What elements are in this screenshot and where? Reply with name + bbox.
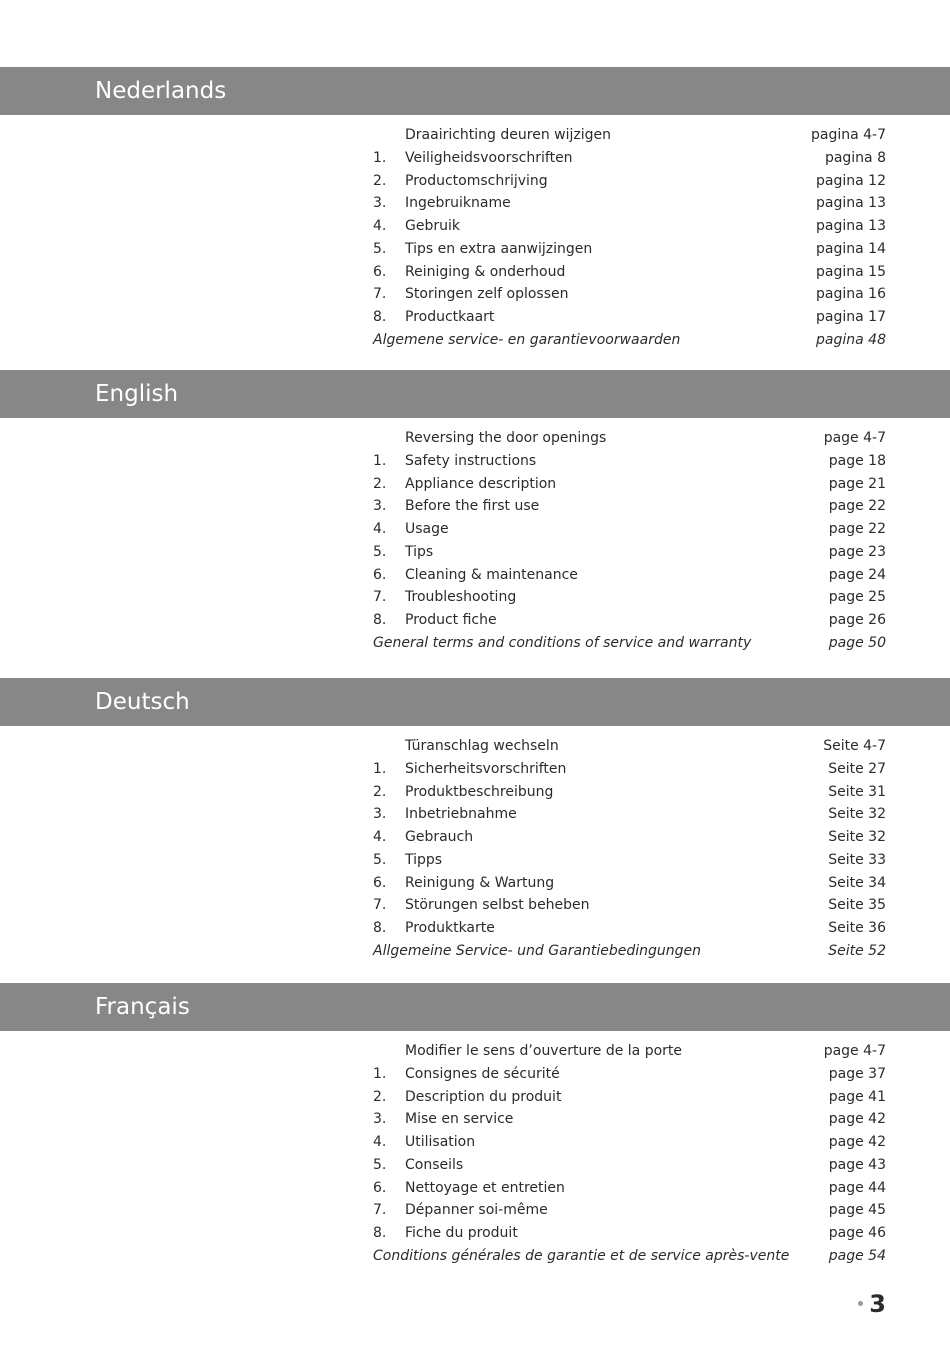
toc-entry-title: General terms and conditions of service and warranty xyxy=(373,634,752,651)
toc-entry-page: Seite 34 xyxy=(828,874,886,891)
section-heading: English xyxy=(0,370,950,418)
toc-entry-page: page 21 xyxy=(828,475,886,492)
toc-entry-number: 6. xyxy=(373,263,387,280)
toc-entry-title: Störungen selbst beheben xyxy=(405,897,590,914)
toc-entry-title: Description du produit xyxy=(405,1088,562,1105)
toc-entry-page: Seite 32 xyxy=(828,806,886,823)
toc-entry-title: Safety instructions xyxy=(405,452,537,469)
toc-entry-page: page 24 xyxy=(828,566,886,583)
toc-entry-title: Product fiche xyxy=(405,612,497,628)
toc-entry-title: Tips en extra aanwijzingen xyxy=(405,240,593,257)
toc-entry-number: 2. xyxy=(373,783,387,800)
toc-entry-page: page 43 xyxy=(828,1156,886,1173)
toc-entry-number: 7. xyxy=(373,1202,387,1219)
toc-entry xyxy=(373,450,886,473)
toc-entry-number: 6. xyxy=(373,874,387,891)
toc-entry xyxy=(373,261,886,284)
toc-entry-page: pagina 13 xyxy=(816,195,886,212)
toc-entry-number: 6. xyxy=(373,566,387,583)
toc-entry xyxy=(373,917,886,940)
toc-entry xyxy=(373,894,886,917)
bullet-dot-icon xyxy=(858,1301,863,1306)
toc-entry-page: Seite 32 xyxy=(828,829,886,845)
toc-entry-title: Tipps xyxy=(405,851,443,868)
toc-entry-page: Seite 27 xyxy=(828,760,886,777)
toc-entry-page: page 45 xyxy=(828,1202,886,1219)
toc-entry-title: Nettoyage et entretien xyxy=(405,1179,565,1196)
toc-entry-title: Tips xyxy=(405,543,434,560)
toc-entry-page: pagina 16 xyxy=(816,286,886,303)
toc-entry-page: pagina 17 xyxy=(816,309,886,325)
toc-entry-number: 4. xyxy=(373,218,387,234)
toc-entry-number: 5. xyxy=(373,543,387,560)
toc-entry-number: 3. xyxy=(373,1111,387,1128)
toc-list xyxy=(373,427,886,655)
toc-entry xyxy=(373,495,886,518)
toc-entry xyxy=(373,329,886,352)
section-heading: Nederlands xyxy=(0,67,950,115)
toc-entry-number: 2. xyxy=(373,172,387,189)
toc-entry-title: Inbetriebnahme xyxy=(405,806,517,823)
toc-entry-page: page 22 xyxy=(828,498,886,515)
toc-entry xyxy=(373,1040,886,1063)
toc-entry-number: 1. xyxy=(373,1065,387,1082)
toc-entry xyxy=(373,803,886,826)
toc-list xyxy=(373,124,886,352)
toc-entry xyxy=(373,1108,886,1131)
toc-entry-title: Appliance description xyxy=(405,475,557,492)
toc-entry xyxy=(373,849,886,872)
toc-section xyxy=(0,983,950,1264)
toc-entry-title: Productkaart xyxy=(405,309,495,325)
toc-entry-page: Seite 33 xyxy=(828,851,886,868)
toc-entry-title: Algemene service- en garantievoorwaarden xyxy=(373,331,681,348)
toc-entry-number: 1. xyxy=(373,760,387,777)
toc-entry-title: Gebrauch xyxy=(405,829,474,845)
toc-entry xyxy=(373,1131,886,1154)
toc-entry-page: Seite 4-7 xyxy=(823,738,886,754)
toc-entry-page: pagina 14 xyxy=(816,240,886,257)
toc-entry-title: Produktkarte xyxy=(405,920,495,936)
toc-entry-number: 8. xyxy=(373,309,387,325)
toc-entry-page: page 22 xyxy=(828,521,886,537)
toc-entry-page: page 42 xyxy=(828,1134,886,1150)
toc-entry xyxy=(373,518,886,541)
toc-entry-number: 3. xyxy=(373,498,387,515)
toc-entry-number: 7. xyxy=(373,286,387,303)
toc-entry-number: 1. xyxy=(373,452,387,469)
toc-entry xyxy=(373,238,886,261)
toc-entry-title: Reversing the door openings xyxy=(405,430,607,446)
toc-entry-page: page 18 xyxy=(828,452,886,469)
toc-entry-number: 8. xyxy=(373,612,387,628)
toc-entry xyxy=(373,1154,886,1177)
toc-section xyxy=(0,370,950,651)
toc-entry xyxy=(373,735,886,758)
toc-entry-number: 3. xyxy=(373,806,387,823)
toc-entry-number: 8. xyxy=(373,920,387,936)
toc-entry-number: 5. xyxy=(373,240,387,257)
toc-entry xyxy=(373,564,886,587)
toc-entry-number: 7. xyxy=(373,897,387,914)
toc-entry xyxy=(373,758,886,781)
toc-entry-title: Cleaning & maintenance xyxy=(405,566,578,583)
toc-entry-number: 4. xyxy=(373,829,387,845)
toc-entry xyxy=(373,1063,886,1086)
page-number xyxy=(858,1290,886,1318)
toc-entry-number: 5. xyxy=(373,1156,387,1173)
toc-entry-number: 1. xyxy=(373,149,387,166)
toc-entry xyxy=(373,1245,886,1268)
toc-entry xyxy=(373,1199,886,1222)
toc-entry-number: 3. xyxy=(373,195,387,212)
toc-entry-title: Allgemeine Service- und Garantiebedingungen xyxy=(373,942,702,959)
toc-section xyxy=(0,678,950,959)
toc-entry xyxy=(373,124,886,147)
toc-entry-number: 4. xyxy=(373,1134,387,1150)
toc-entry-number: 2. xyxy=(373,1088,387,1105)
toc-section xyxy=(0,67,950,348)
toc-entry-page: pagina 8 xyxy=(824,149,886,166)
toc-entry-title: Utilisation xyxy=(405,1134,476,1150)
toc-list xyxy=(373,1040,886,1268)
toc-entry-page: pagina 12 xyxy=(816,172,886,189)
toc-entry-title: Mise en service xyxy=(405,1111,514,1128)
toc-entry-page: page 46 xyxy=(828,1225,886,1241)
toc-entry-title: Conseils xyxy=(405,1156,464,1173)
page-number-value: 3 xyxy=(869,1290,886,1318)
section-heading: Français xyxy=(0,983,950,1031)
toc-entry xyxy=(373,170,886,193)
toc-entry-number: 4. xyxy=(373,521,387,537)
toc-entry-page: Seite 52 xyxy=(828,942,886,959)
toc-entry xyxy=(373,541,886,564)
toc-entry-number: 7. xyxy=(373,589,387,606)
toc-entry-title: Produktbeschreibung xyxy=(405,783,554,800)
toc-entry xyxy=(373,872,886,895)
toc-entry xyxy=(373,1177,886,1200)
toc-entry-number: 2. xyxy=(373,475,387,492)
toc-entry-title: Conditions générales de garantie et de service après-vente xyxy=(373,1247,790,1264)
toc-entry-title: Productomschrijving xyxy=(405,172,548,189)
toc-entry-title: Consignes de sécurité xyxy=(405,1065,560,1082)
toc-entry-title: Reinigung & Wartung xyxy=(405,874,555,891)
toc-entry-title: Reiniging & onderhoud xyxy=(405,263,566,280)
toc-entry-page: pagina 15 xyxy=(816,263,886,280)
toc-entry xyxy=(373,1222,886,1245)
toc-entry xyxy=(373,473,886,496)
toc-entry-number: 5. xyxy=(373,851,387,868)
toc-entry-page: Seite 31 xyxy=(828,783,886,800)
toc-entry-page: page 54 xyxy=(828,1247,886,1264)
toc-entry-page: page 23 xyxy=(828,543,886,560)
toc-entry-page: page 37 xyxy=(828,1065,886,1082)
toc-entry-page: page 44 xyxy=(828,1179,886,1196)
toc-entry-title: Ingebruikname xyxy=(405,195,511,212)
toc-entry xyxy=(373,1086,886,1109)
toc-entry-title: Troubleshooting xyxy=(405,589,517,606)
toc-entry-page: page 26 xyxy=(828,612,886,628)
toc-entry-title: Dépanner soi-même xyxy=(405,1202,548,1219)
toc-entry-page: pagina 4-7 xyxy=(810,127,886,143)
toc-entry-number: 8. xyxy=(373,1225,387,1241)
toc-entry-number: 6. xyxy=(373,1179,387,1196)
toc-entry xyxy=(373,215,886,238)
toc-entry-title: Before the first use xyxy=(405,498,540,515)
toc-entry-page: page 4-7 xyxy=(823,1043,886,1059)
toc-entry-page: pagina 13 xyxy=(816,218,886,234)
toc-entry xyxy=(373,283,886,306)
toc-entry-page: page 50 xyxy=(828,634,886,651)
toc-entry-title: Gebruik xyxy=(405,218,460,234)
toc-entry xyxy=(373,192,886,215)
toc-entry-title: Storingen zelf oplossen xyxy=(405,286,569,303)
toc-entry-page: page 25 xyxy=(828,589,886,606)
toc-entry xyxy=(373,940,886,963)
toc-entry xyxy=(373,306,886,329)
toc-entry-title: Veiligheidsvoorschriften xyxy=(405,149,573,166)
toc-entry-title: Usage xyxy=(405,521,449,537)
toc-entry-title: Modifier le sens d’ouverture de la porte xyxy=(405,1043,683,1059)
toc-entry-page: page 41 xyxy=(828,1088,886,1105)
toc-entry-title: Sicherheitsvorschriften xyxy=(405,760,567,777)
toc-entry-page: page 42 xyxy=(828,1111,886,1128)
toc-entry-title: Fiche du produit xyxy=(405,1225,518,1241)
toc-entry xyxy=(373,632,886,655)
toc-entry xyxy=(373,427,886,450)
section-heading: Deutsch xyxy=(0,678,950,726)
toc-entry-title: Draairichting deuren wijzigen xyxy=(405,127,611,143)
toc-entry xyxy=(373,586,886,609)
toc-list xyxy=(373,735,886,963)
toc-entry-title: Türanschlag wechseln xyxy=(405,738,559,754)
toc-entry xyxy=(373,147,886,170)
toc-entry xyxy=(373,609,886,632)
toc-entry-page: pagina 48 xyxy=(816,331,886,348)
toc-entry xyxy=(373,781,886,804)
toc-entry-page: Seite 35 xyxy=(828,897,886,914)
toc-entry-page: Seite 36 xyxy=(828,920,886,936)
toc-entry-page: page 4-7 xyxy=(823,430,886,446)
toc-entry xyxy=(373,826,886,849)
